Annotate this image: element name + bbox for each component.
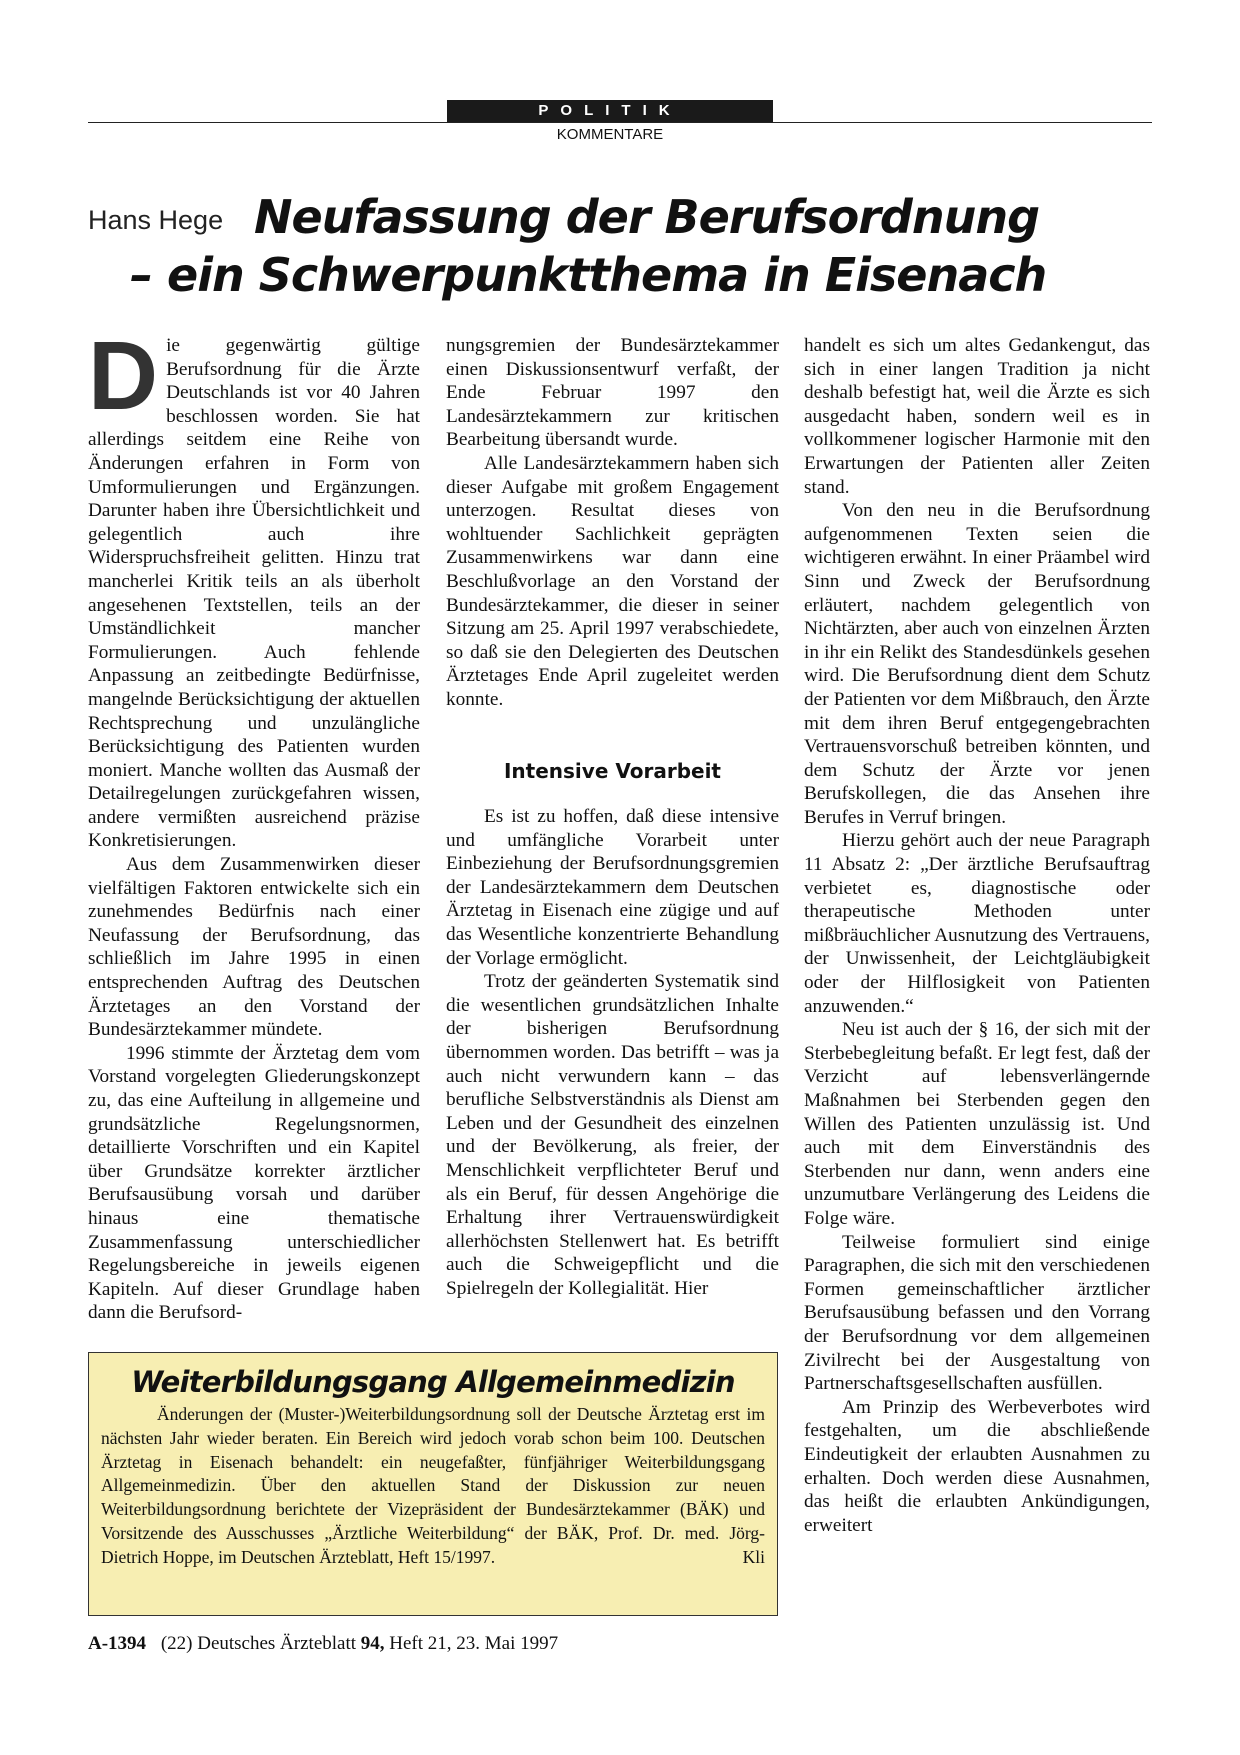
journal-name: (22) Deutsches Ärzteblatt [160, 1633, 357, 1654]
page-footer [88, 1633, 558, 1655]
paragraph: Hierzu gehört auch der neue Paragraph 11 Absatz 2: „Der ärztliche Berufsauftrag verbietet es, diagnostische oder therapeutische Methoden unter mißbräuchlicher Ausnutzung des Vertrauens, der Unwissenheit, der Leichtgläubigkeit oder der Hilflosigkeit von Patienten anzuwenden.“ [804, 830, 1150, 1017]
section-label: POLITIK [447, 100, 773, 122]
paragraph: Von den neu in die Berufsordnung aufgenommenen Texten seien die wichtigeren erwähnt. In einer Präambel wird Sinn und Zweck der Berufsordnung erläutert, nachdem gelegentlich von Nichtärzten, aber auch von einzelnen Ärzten in ihr ein Relikt des Standesdünkels gesehen wird. Die Berufsordnung dient dem Schutz der Patienten vor dem Mißbrauch, den Ärzte mit dem ihren Beruf entgegengebrachten Vertrauensvorschuß betreiben könnten, und dem Schutz der Ärzte vor jenen Berufskollegen, die das Ansehen ihre Berufes in Verruf bringen. [804, 500, 1150, 828]
paragraph: handelt es sich um altes Gedankengut, das sich in einer langen Tradition ja nicht deshalb befestigt hat, weil die Ärzte es sich ausgedacht haben, sondern weil es in vollkommener logischer Harmonie mit den Erwartungen der Patienten aller Zeiten stand. [804, 335, 1150, 498]
info-box [88, 1352, 778, 1616]
author-name: Hans Hege [88, 205, 224, 235]
title-line-2: – ein Schwerpunktthema in Eisenach [130, 248, 1047, 302]
paragraph: Es ist zu hoffen, daß diese intensive und umfängliche Vorarbeit unter Einbeziehung der Berufsordnungsgremien der Landesärztekammern dem Deutschen Ärztetag in Eisenach eine zügige und auf das Wesentliche konzentrierte Behandlung der Vorlage ermöglicht. [446, 806, 779, 969]
subheading: Intensive Vorarbeit [503, 758, 721, 783]
paragraph: Aus dem Zusammenwirken dieser vielfältigen Faktoren entwickelte sich ein zunehmendes Bedürfnis nach einer Neufassung der Berufsordnung, das schließlich im Jahre 1995 in einen entsprechenden Auftrag des Deutschen Ärztetages an den Vorstand der Bundesärztekammer mündete. [88, 854, 420, 1041]
info-box-signature: Kli [742, 1546, 765, 1567]
info-box-title: Weiterbildungsgang Allgemeinmedizin [131, 1365, 735, 1399]
column-3 [804, 334, 1150, 1537]
paragraph: Neu ist auch der § 16, der sich mit der Sterbebegleitung befaßt. Er legt fest, daß der Verzicht auf lebensverlängernde Maßnahmen bei Sterbenden gegen den Willen des Patienten unzulässig ist. Und auch mit dem Einverständnis des Sterbenden nur dann, wenn anders eine unzumutbare Verlängerung des Leidens die Folge wäre. [804, 1019, 1150, 1229]
subsection-label: KOMMENTARE [556, 126, 664, 143]
info-box-text [101, 1403, 765, 1570]
journal-volume: 94, [360, 1633, 385, 1654]
column-1 [88, 321, 420, 1325]
column-2 [446, 334, 779, 1301]
page-number: A-1394 [88, 1633, 147, 1654]
journal-issue: Heft 21, 23. Mai 1997 [389, 1633, 559, 1654]
paragraph: Trotz der geänderten Systematik sind die wesentlichen grundsätzlichen Inhalte der bisherigen Berufsordnung übernommen worden. Das betrifft – was ja auch nicht verwundern kann – das berufliche Selbstverständnis als Dienst am Leben und der Gesundheit des einzelnen und der Bevölkerung, als freier, der Menschlichkeit verpflichteter Beruf und als ein Beruf, für dessen Angehörige die Erhaltung ihrer Vertrauenswürdigkeit allerhöchsten Stellenwert hat. Es betrifft auch die Schweigepflicht und die Spielregeln der Kollegialität. Hier [446, 971, 779, 1299]
info-box-body: Änderungen der (Muster-)Weiterbildungsordnung soll der Deutsche Ärztetag erst im nächsten Jahr wieder beraten. Ein Bereich wird jedoch vorab schon beim 100. Deutschen Ärztetag in Eisenach behandelt: ein neugefaßter, fünfjähriger Weiterbildungsgang Allgemeinmedizin. Über den aktuellen Stand der Diskussion zur neuen Weiterbildungsordnung berichtete der Vizepräsident der Bundesärztekammer (BÄK) und Vorsitzende des Ausschusses „Ärztliche Weiterbildung“ der BÄK, Prof. Dr. med. Jörg-Dietrich Hoppe, im Deutschen Ärzteblatt, Heft 15/1997. [101, 1404, 765, 1567]
article-title [130, 188, 1140, 304]
header-rule [88, 122, 1152, 123]
title-line-1: Neufassung der Berufsordnung [254, 190, 1039, 244]
paragraph: nungsgremien der Bundesärztekammer einen Diskussionsentwurf verfaßt, der Ende Februar 1997 den Landesärztekammern zur kritischen Bearbeitung übersandt wurde. [446, 335, 779, 451]
paragraph: ie gegenwärtig gültige Berufsordnung für die Ärzte Deutschlands ist vor 40 Jahren beschlossen worden. Sie hat allerdings seitdem eine Reihe von Änderungen erfahren in Form von Umformulierungen und Ergänzungen. Darunter haben ihre Übersichtlichkeit und gelegentlich auch ihre Widerspruchsfreiheit gelitten. Hinzu trat mancherlei Kritik teils an als überholt angesehenen Textstellen, teils an der Umständlichkeit mancher Formulierungen. Auch fehlende Anpassung an zeitbedingte Bedürfnisse, mangelnde Berücksichtigung der aktuellen Rechtsprechung und unzulängliche Berücksichtigung des Patienten wurden moniert. Manche wollten das Ausmaß der Detailregelungen zurückgefahren wissen, andere vermißten ausreichend präzise Konkretisierungen. [88, 335, 420, 852]
paragraph: Alle Landesärztekammern haben sich dieser Aufgabe mit großem Engagement unterzogen. Resultat dieses von wohltuender Sachlichkeit geprägten Zusammenwirkens war dann eine Beschlußvorlage an den Vorstand der Bundesärztekammer, die dieser in seiner Sitzung am 25. April 1997 verabschiedete, so daß sie den Delegierten des Deutschen Ärztetages Ende April zugeleitet werden konnte. [446, 452, 779, 710]
paragraph: Teilweise formuliert sind einige Paragraphen, die sich mit den verschiedenen Formen gemeinschaftlicher ärztlicher Berufsausübung befassen und den Vorrang der Berufsordnung vor dem allgemeinen Zivilrecht bei der Ausgestaltung von Partnerschaftsgesellschaften ausfüllen. [804, 1231, 1150, 1395]
paragraph: Am Prinzip des Werbeverbotes wird festgehalten, um die abschließende Eindeutigkeit der erlaubten Ausnahmen zu erhalten. Doch werden diese Ausnahmen, das heißt die erlaubten Ankündigungen, erweitert [804, 1396, 1150, 1536]
drop-cap: D [88, 321, 159, 430]
paragraph: 1996 stimmte der Ärztetag dem vom Vorstand vorgelegten Gliederungskonzept zu, das eine Aufteilung in allgemeine und grundsätzliche Regelungsnormen, detaillierte Vorschriften und ein Kapitel über Grundsätze korrekter ärztlicher Berufsausübung vorsah und darüber hinaus eine thematische Zusammenfassung unterschiedlicher Regelungsbereiche in jeweils eigenen Kapiteln. Auf dieser Grundlage haben dann die Berufsord- [88, 1042, 420, 1324]
